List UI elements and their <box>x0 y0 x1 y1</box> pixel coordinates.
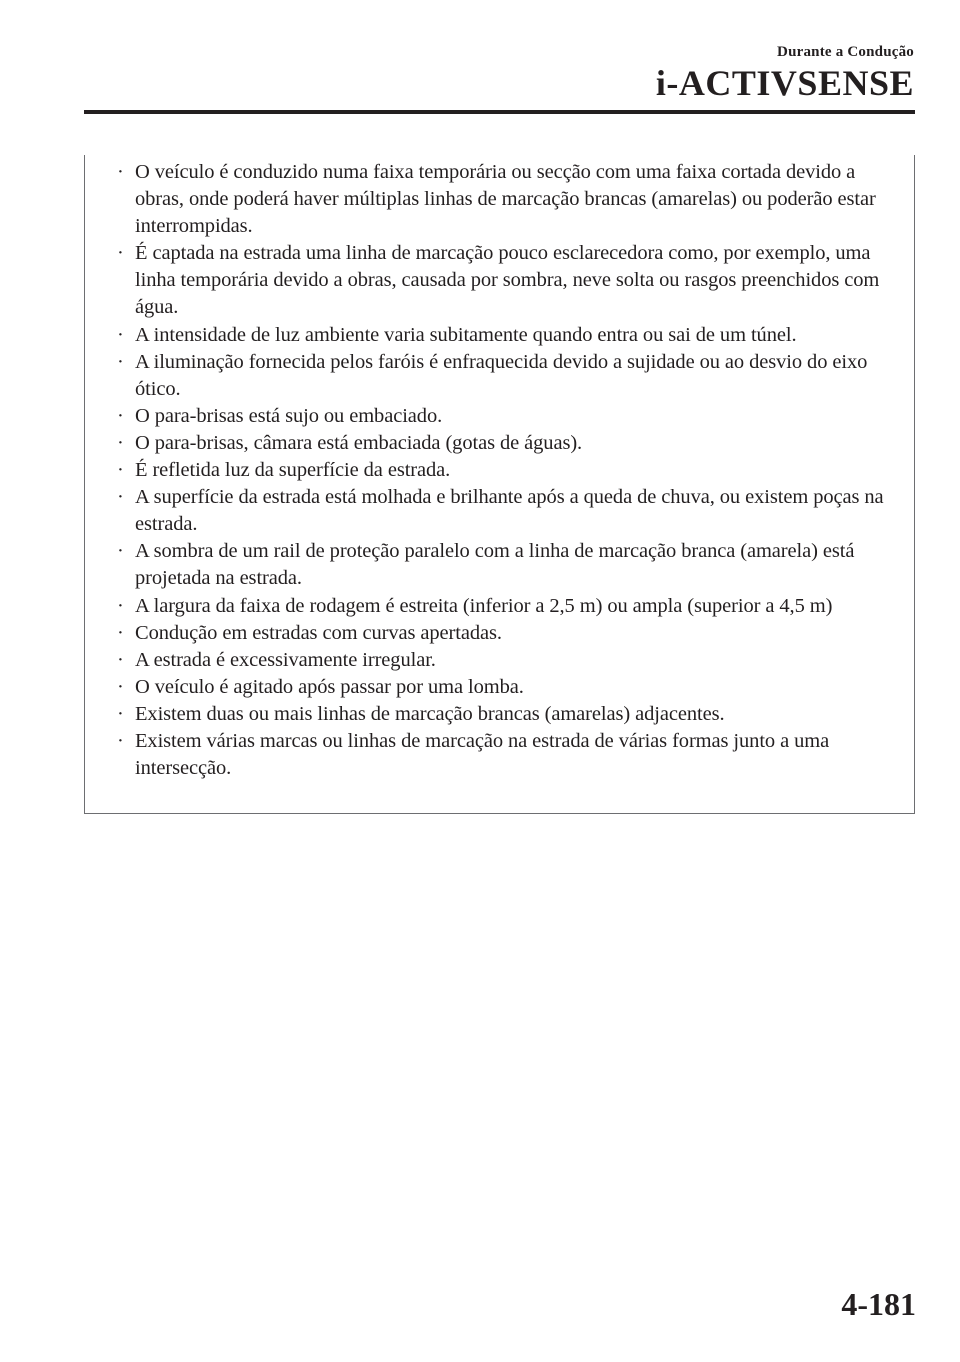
bullet-dot-icon: · <box>117 621 124 644</box>
list-item <box>115 430 895 457</box>
header-rule <box>84 110 915 114</box>
list-item-text: A iluminação fornecida pelos faróis é enfraquecida devido a sujidade ou ao desvio do eixo ótico. <box>135 350 868 400</box>
conditions-list <box>115 159 895 782</box>
list-item-text: A superfície da estrada está molhada e brilhante após a queda de chuva, ou existem poças na estrada. <box>135 486 884 536</box>
list-item <box>115 403 895 430</box>
bullet-dot-icon: · <box>117 161 124 183</box>
bullet-dot-icon: · <box>117 594 124 617</box>
page-number: 4-181 <box>841 1286 916 1322</box>
list-item-text: A sombra de um rail de proteção paralelo com a linha de marcação branca (amarela) está projetada na estrada. <box>135 540 855 590</box>
list-item-text: É refletida luz da superfície da estrada. <box>135 459 451 482</box>
bullet-dot-icon: · <box>117 675 124 698</box>
list-item <box>115 349 895 403</box>
bullet-dot-icon: · <box>117 431 124 454</box>
conditions-box <box>84 155 915 814</box>
section-label: Durante a Condução <box>777 44 914 60</box>
bullet-dot-icon: · <box>117 459 124 482</box>
list-item <box>115 159 895 240</box>
list-item <box>115 620 895 647</box>
list-item-text: Existem duas ou mais linhas de marcação brancas (amarelas) adjacentes. <box>135 702 725 725</box>
list-item-text: O para-brisas, câmara está embaciada (gotas de águas). <box>135 431 583 454</box>
list-item <box>115 701 895 728</box>
list-item <box>115 457 895 484</box>
list-item <box>115 647 895 674</box>
chapter-title: i-ACTIVSENSE <box>655 63 914 103</box>
bullet-dot-icon: · <box>117 350 124 373</box>
bullet-dot-icon: · <box>117 540 124 563</box>
bullet-dot-icon: · <box>117 648 124 671</box>
list-item-text: É captada na estrada uma linha de marcação pouco esclarecedora como, por exemplo, uma linha temporária devido a obras, causada por sombra, neve solta ou rasgos preenchidos com água. <box>135 242 880 319</box>
list-item-text: O veículo é agitado após passar por uma lomba. <box>135 675 524 698</box>
list-item <box>115 538 895 592</box>
list-item <box>115 593 895 620</box>
list-item <box>115 322 895 349</box>
list-item <box>115 240 895 321</box>
list-item <box>115 728 895 782</box>
bullet-dot-icon: · <box>117 729 124 752</box>
bullet-dot-icon: · <box>117 323 124 346</box>
list-item-text: Condução em estradas com curvas apertadas. <box>135 621 502 644</box>
bullet-dot-icon: · <box>117 702 124 725</box>
bullet-dot-icon: · <box>117 242 124 265</box>
list-item <box>115 674 895 701</box>
bullet-dot-icon: · <box>117 404 124 427</box>
list-item <box>115 484 895 538</box>
list-item-text: O veículo é conduzido numa faixa temporária ou secção com uma faixa cortada devido a obras, onde poderá haver múltiplas linhas de marcação brancas (amarelas) ou poderão estar interrompidas. <box>135 161 876 238</box>
page-header <box>0 0 960 120</box>
list-item-text: A intensidade de luz ambiente varia subitamente quando entra ou sai de um túnel. <box>135 323 797 346</box>
list-item-text: A estrada é excessivamente irregular. <box>135 648 436 671</box>
bullet-dot-icon: · <box>117 486 124 509</box>
list-item-text: Existem várias marcas ou linhas de marcação na estrada de várias formas junto a uma intersecção. <box>135 729 830 780</box>
list-item-text: A largura da faixa de rodagem é estreita (inferior a 2,5 m) ou ampla (superior a 4,5 m) <box>135 594 833 617</box>
list-item-text: O para-brisas está sujo ou embaciado. <box>135 404 443 427</box>
